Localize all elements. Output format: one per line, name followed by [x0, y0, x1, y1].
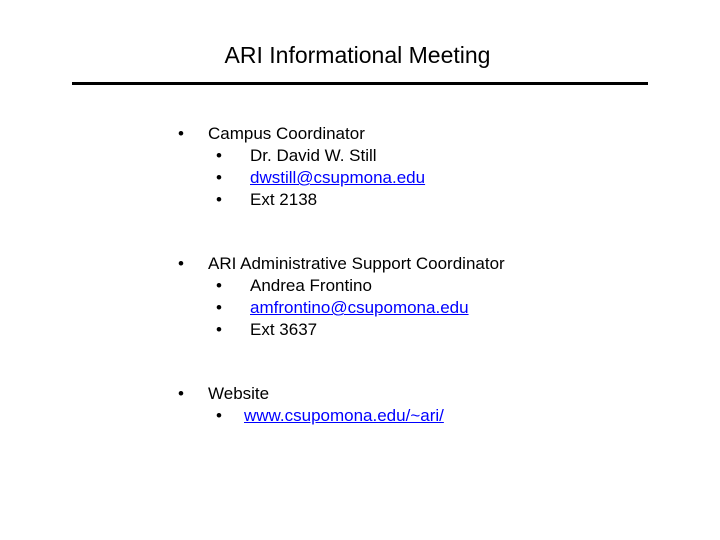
bullet-icon: •	[216, 406, 222, 425]
slide-title: ARI Informational Meeting	[224, 42, 491, 68]
bullet-icon: •	[216, 168, 222, 187]
admin-support-name: Andrea Frontino	[250, 276, 372, 295]
admin-support-heading: ARI Administrative Support Coordinator	[208, 254, 505, 273]
bullet-icon: •	[216, 298, 222, 317]
bullet-icon: •	[216, 276, 222, 295]
title-divider	[72, 82, 648, 85]
coordinator-phone-ext: Ext 2138	[250, 190, 318, 209]
campus-coordinator-heading: Campus Coordinator	[208, 124, 365, 143]
bullet-icon: •	[178, 254, 184, 273]
coordinator-email-link[interactable]: dwstill@csupmona.edu	[250, 168, 426, 187]
website-heading: Website	[208, 384, 270, 403]
bullet-icon: •	[178, 124, 184, 143]
bullet-icon: •	[178, 384, 184, 403]
admin-support-email-link[interactable]: amfrontino@csupomona.edu	[250, 298, 469, 317]
admin-support-phone-ext: Ext 3637	[250, 320, 318, 339]
website-url-link[interactable]: www.csupomona.edu/~ari/	[244, 406, 444, 425]
bullet-icon: •	[216, 146, 222, 165]
coordinator-name: Dr. David W. Still	[250, 146, 377, 165]
bullet-icon: •	[216, 320, 222, 339]
bullet-icon: •	[216, 190, 222, 209]
